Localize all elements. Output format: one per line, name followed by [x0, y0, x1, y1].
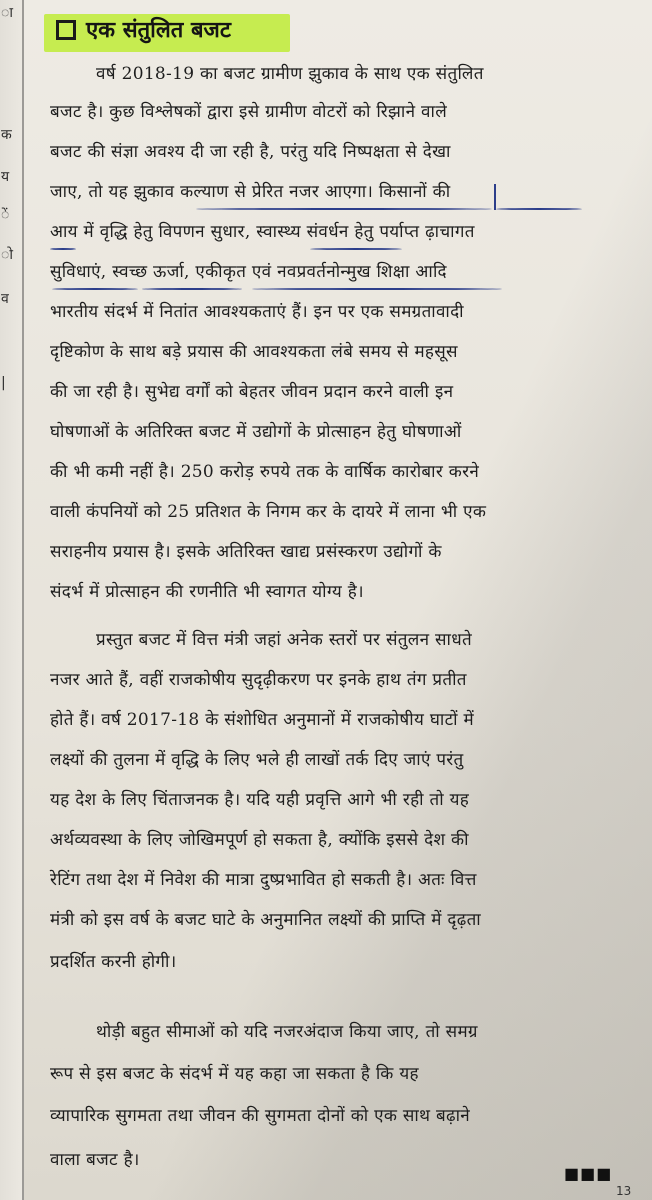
text-line: लक्ष्यों की तुलना में वृद्धि के लिए भले ही लाखों तर्क दिए जाएं परंतु [50, 750, 464, 770]
text-line: जाए, तो यह झुकाव कल्याण से प्रेरित नजर आएगा। किसानों की [50, 182, 451, 202]
text-line: होते हैं। वर्ष 2017-18 के संशोधित अनुमानों में राजकोषीय घाटों में [50, 710, 475, 730]
text-line: व्यापारिक सुगमता तथा जीवन की सुगमता दोनों को एक साथ बढ़ाने [50, 1106, 471, 1126]
section-title: एक संतुलित बजट [86, 18, 231, 43]
text-line: दृष्टिकोण के साथ बड़े प्रयास की आवश्यकता लंबे समय से महसूस [50, 342, 458, 362]
pen-underline [142, 288, 242, 290]
text-line: सराहनीय प्रयास है। इसके अतिरिक्त खाद्य प्रसंस्करण उद्योगों के [50, 542, 442, 562]
text-line: वर्ष 2018-19 का बजट ग्रामीण झुकाव के साथ एक संतुलित [96, 64, 484, 84]
page-number: 13 [616, 1184, 632, 1198]
text-line: रेटिंग तथा देश में निवेश की मात्रा दुष्प्रभावित हो सकती है। अतः वित्त [50, 870, 477, 890]
text-line: प्रदर्शित करनी होगी। [50, 952, 177, 972]
gutter-char: क [1, 127, 12, 143]
left-page-margin [0, 0, 24, 1200]
pen-underline [252, 288, 502, 290]
gutter-char: ो [1, 247, 13, 263]
text-line: सुविधाएं, स्वच्छ ऊर्जा, एकीकृत एवं नवप्रवर्तनोन्मुख शिक्षा आदि [50, 262, 447, 282]
text-line: संदर्भ में प्रोत्साहन की रणनीति भी स्वागत योग्य है। [50, 582, 364, 602]
gutter-char: व [1, 291, 9, 307]
text-line: की जा रही है। सुभेद्य वर्गों को बेहतर जीवन प्रदान करने वाली इन [50, 382, 454, 402]
text-line: रूप से इस बजट के संदर्भ में यह कहा जा सकता है कि यह [50, 1064, 419, 1084]
text-line: वाली कंपनियों को 25 प्रतिशत के निगम कर के दायरे में लाना भी एक [50, 502, 487, 522]
text-line: घोषणाओं के अतिरिक्त बजट में उद्योगों के प्रोत्साहन हेतु घोषणाओं [50, 422, 462, 442]
text-line: मंत्री को इस वर्ष के बजट घाटे के अनुमानित लक्ष्यों की प्राप्ति में दृढ़ता [50, 910, 481, 930]
pen-underline [50, 248, 76, 250]
pen-underline [52, 288, 138, 290]
text-line: बजट है। कुछ विश्लेषकों द्वारा इसे ग्रामीण वोटरों को रिझाने वाले [50, 102, 448, 122]
text-line: भारतीय संदर्भ में नितांत आवश्यकताएं हैं। इन पर एक समग्रतावादी [50, 302, 464, 322]
text-line: यह देश के लिए चिंताजनक है। यदि यही प्रवृत्ति आगे भी रही तो यह [50, 790, 470, 810]
text-line: बजट की संज्ञा अवश्य दी जा रही है, परंतु यदि निष्पक्षता से देखा [50, 142, 451, 162]
text-line: की भी कमी नहीं है। 250 करोड़ रुपये तक के वार्षिक कारोबार करने [50, 462, 480, 482]
text-line: आय में वृद्धि हेतु विपणन सुधार, स्वास्थ्य संवर्धन हेतु पर्याप्त ढ़ाचागत [50, 222, 475, 242]
pen-mark [494, 184, 496, 210]
pen-underline [196, 208, 492, 210]
text-line: अर्थव्यवस्था के लिए जोखिमपूर्ण हो सकता है, क्योंकि इससे देश की [50, 830, 469, 850]
text-line: थोड़ी बहुत सीमाओं को यदि नजरअंदाज किया जाए, तो समग्र [96, 1022, 478, 1042]
text-line: नजर आते हैं, वहीं राजकोषीय सुदृढ़ीकरण पर इनके हाथ तंग प्रतीत [50, 670, 467, 690]
pen-underline [310, 248, 402, 250]
gutter-char: | [1, 375, 6, 391]
pen-underline [496, 208, 582, 210]
checkbox-square-icon [56, 20, 76, 40]
end-of-article-mark: ■■■ [564, 1164, 613, 1183]
gutter-char: ें [1, 207, 10, 223]
text-line: प्रस्तुत बजट में वित्त मंत्री जहां अनेक स्तरों पर संतुलन साधते [96, 630, 472, 650]
text-line: वाला बजट है। [50, 1150, 140, 1170]
gutter-char: य [1, 169, 10, 185]
gutter-char: ा [1, 5, 13, 21]
